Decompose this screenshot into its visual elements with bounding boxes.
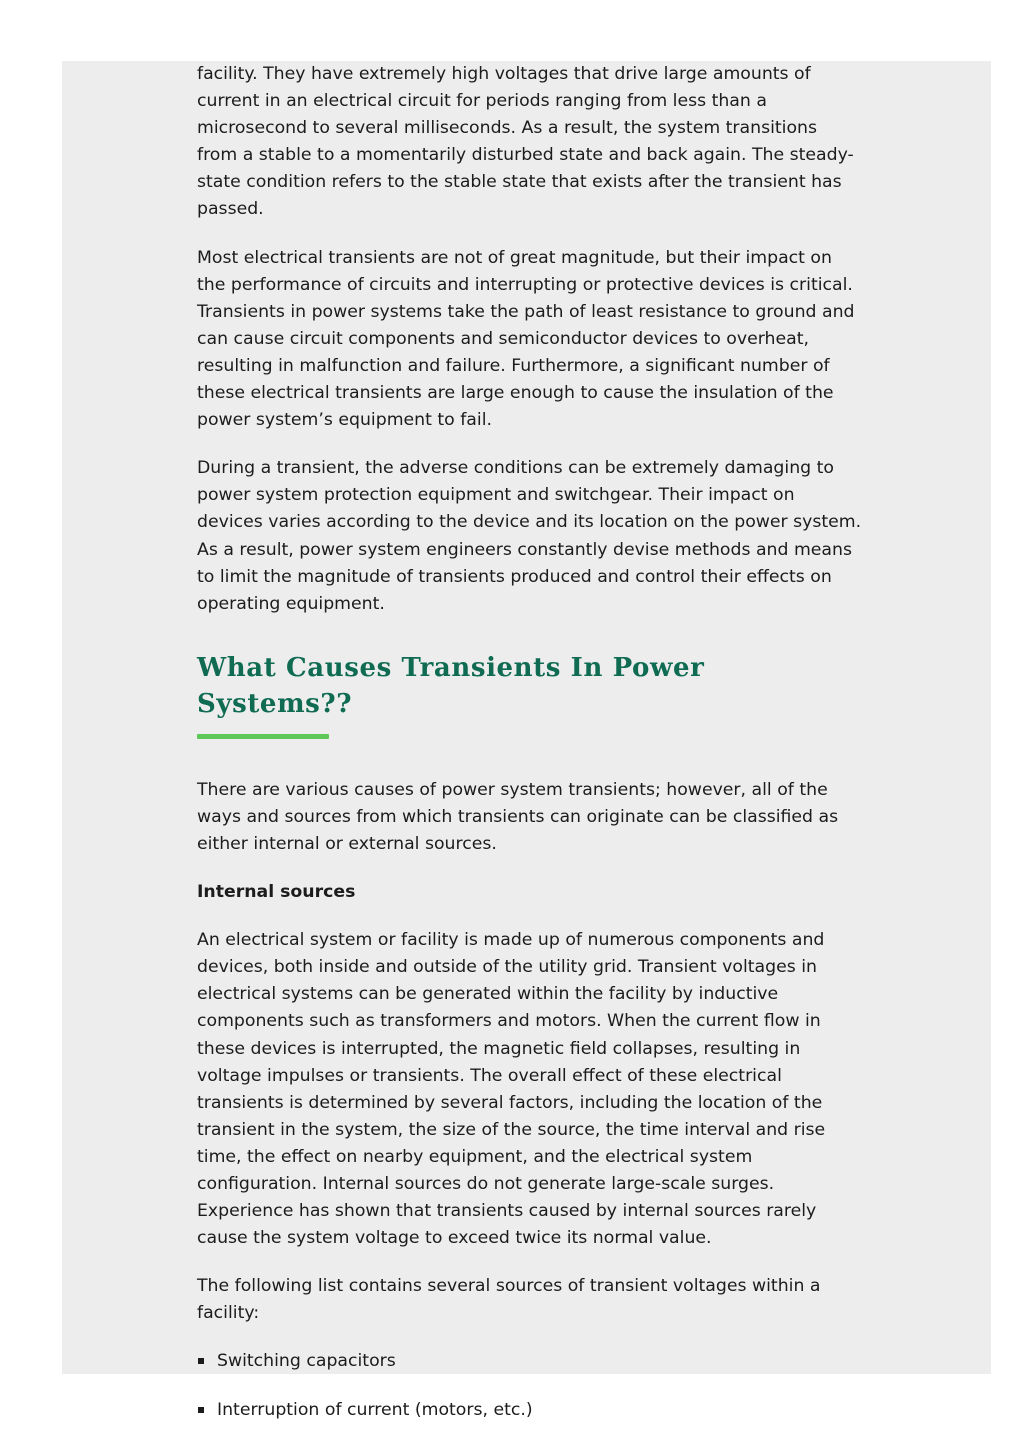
article-body <box>197 61 862 1445</box>
list-item <box>197 1397 862 1424</box>
transient-sources-list <box>197 1348 862 1423</box>
page-panel <box>62 61 991 1420</box>
paragraph-internal-2: The following list contains several sources of transient voltages within a facility: <box>197 1276 821 1324</box>
subheading-internal-sources: Internal sources <box>197 882 356 903</box>
square-bullet-icon <box>198 1407 204 1413</box>
paragraph-intro-3: During a transient, the adverse conditions can be extremely damaging to power system protection equipment and switchgear. Their impact on devices varies according to the device and its location on the power system. As a result, power system engineers constantly devise methods and means to limit the magnitude of transients produced and control their effects on operating equipment. <box>197 458 862 614</box>
square-bullet-icon <box>198 1358 204 1364</box>
list-item-label: Switching capacitors <box>217 1351 396 1372</box>
list-item-label: Interruption of current (motors, etc.) <box>217 1399 533 1420</box>
heading-underline <box>197 734 329 739</box>
paragraph-intro-2: Most electrical transients are not of great magnitude, but their impact on the performance of circuits and interrupting or protective devices is critical. Transients in power systems take the path of least resistance to ground and can cause circuit components and semiconductor devices to overheat, resulting in malfunction and failure. Furthermore, a significant number of these electrical transients are large enough to cause the insulation of the power system’s equipment to fail. <box>197 247 855 431</box>
paragraph-internal-1: An electrical system or facility is made up of numerous components and devices, both inside and outside of the utility grid. Transient voltages in electrical systems can be generated within the facility by inductive components such as transformers and motors. When the current flow in these devices is interrupted, the magnetic field collapses, resulting in voltage impulses or transients. The overall effect of these electrical transients is determined by several factors, including the location of the transient in the system, the size of the source, the time interval and rise time, the effect on nearby equipment, and the electrical system configuration. Internal sources do not generate large-scale surges. Experience has shown that transients caused by internal sources rarely cause the system voltage to exceed twice its normal value. <box>197 930 826 1249</box>
paragraph-intro-1: facility. They have extremely high voltages that drive large amounts of current in an electrical circuit for periods ranging from less than a microsecond to several milliseconds. As a result, the system transitions from a stable to a momentarily disturbed state and back again. The steady-state condition refers to the stable state that exists after the transient has passed. <box>197 64 854 220</box>
list-item <box>197 1348 862 1375</box>
section-intro: There are various causes of power system transients; however, all of the ways and sources from which transients can originate can be classified as either internal or external sources. <box>197 779 839 854</box>
section-heading: What Causes Transients In Power Systems?? <box>197 652 705 719</box>
